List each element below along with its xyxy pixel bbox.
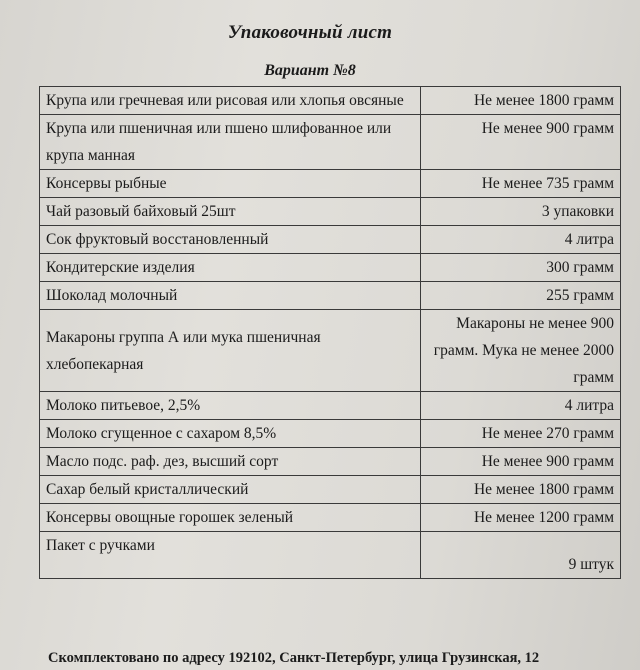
item-quantity: 3 упаковки [421, 198, 621, 226]
item-name: Сахар белый кристаллический [40, 476, 421, 504]
table-row [40, 226, 621, 254]
document-variant: Вариант №8 [264, 62, 356, 79]
document-title: Упаковочный лист [227, 22, 393, 43]
item-name: Шоколад молочный [40, 282, 421, 310]
item-quantity: Не менее 1200 грамм [421, 504, 621, 532]
item-quantity: Не менее 1800 грамм [421, 87, 621, 115]
table-row [40, 254, 621, 282]
item-quantity: 255 грамм [421, 282, 621, 310]
table-row [40, 170, 621, 198]
item-name: Консервы овощные горошек зеленый [40, 504, 421, 532]
table-row [40, 198, 621, 226]
item-name: Пакет с ручками [40, 532, 421, 579]
item-quantity: 4 литра [421, 226, 621, 254]
item-name: Молоко сгущенное с сахаром 8,5% [40, 420, 421, 448]
item-quantity: 9 штук [421, 532, 621, 579]
item-quantity: Не менее 270 грамм [421, 420, 621, 448]
item-name: Чай разовый байховый 25шт [40, 198, 421, 226]
packing-table [39, 86, 621, 579]
item-name: Консервы рыбные [40, 170, 421, 198]
item-quantity: Не менее 900 грамм [421, 448, 621, 476]
table-row [40, 476, 621, 504]
table-row [40, 504, 621, 532]
table-row [40, 115, 621, 170]
item-quantity: 300 грамм [421, 254, 621, 282]
table-row [40, 420, 621, 448]
document-footer: Скомплектовано по адресу 192102, Санкт-Петербург, улица Грузинская, 12 [48, 650, 540, 666]
item-name: Сок фруктовый восстановленный [40, 226, 421, 254]
item-quantity: Не менее 900 грамм [421, 115, 621, 170]
table-row [40, 310, 621, 392]
table-row [40, 448, 621, 476]
table-row [40, 392, 621, 420]
table-row [40, 532, 621, 579]
item-name: Макароны группа А или мука пшеничная хлебопекарная [40, 310, 421, 392]
item-quantity: Не менее 735 грамм [421, 170, 621, 198]
item-name: Крупа или гречневая или рисовая или хлопья овсяные [40, 87, 421, 115]
table-row [40, 87, 621, 115]
table-row [40, 282, 621, 310]
item-name: Молоко питьевое, 2,5% [40, 392, 421, 420]
item-quantity: Не менее 1800 грамм [421, 476, 621, 504]
item-quantity: 4 литра [421, 392, 621, 420]
item-name: Кондитерские изделия [40, 254, 421, 282]
item-name: Масло подс. раф. дез, высший сорт [40, 448, 421, 476]
item-name: Крупа или пшеничная или пшено шлифованное или крупа манная [40, 115, 421, 170]
item-quantity: Макароны не менее 900 грамм. Мука не менее 2000 грамм [421, 310, 621, 392]
